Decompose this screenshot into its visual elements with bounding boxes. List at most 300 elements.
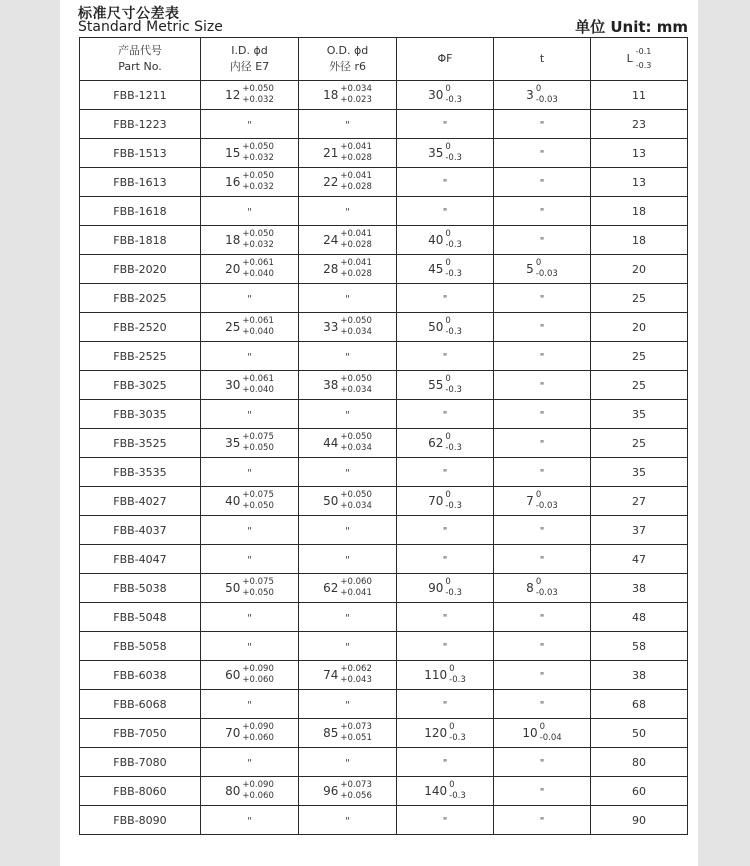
outer-diameter-cell bbox=[299, 806, 397, 835]
thickness-cell bbox=[494, 110, 591, 139]
tolerance-upper: +0.073 bbox=[340, 722, 372, 732]
ditto-mark: " bbox=[247, 525, 252, 537]
header-od-zh: 外径 r6 bbox=[328, 60, 367, 73]
ditto-mark: " bbox=[539, 554, 545, 566]
flange-diameter-cell bbox=[397, 342, 494, 371]
thickness-cell bbox=[494, 139, 591, 168]
ditto-mark: " bbox=[442, 409, 448, 421]
title-english: Standard Metric Size bbox=[78, 19, 223, 35]
part-number-cell: FBB-7080 bbox=[80, 748, 201, 777]
tolerance-lower: -0.3 bbox=[445, 501, 462, 511]
outer-diameter-cell bbox=[299, 632, 397, 661]
tolerance-lower: -0.04 bbox=[539, 733, 562, 743]
ditto-mark: " bbox=[539, 235, 545, 247]
nominal-value: 24 bbox=[323, 233, 339, 247]
nominal-value: 70 bbox=[428, 494, 444, 508]
table-row bbox=[80, 574, 688, 603]
tolerance-upper: +0.050 bbox=[340, 432, 372, 442]
ditto-mark: " bbox=[539, 757, 545, 769]
outer-diameter-cell bbox=[299, 139, 397, 168]
ditto-mark: " bbox=[247, 699, 252, 711]
outer-diameter-cell bbox=[299, 487, 397, 516]
part-number-cell: FBB-4037 bbox=[80, 516, 201, 545]
ditto-mark: " bbox=[539, 177, 545, 189]
ditto-mark: " bbox=[539, 815, 545, 827]
thickness-cell bbox=[494, 690, 591, 719]
tolerance-lower: +0.034 bbox=[340, 385, 372, 395]
flange-diameter-cell bbox=[397, 168, 494, 197]
length-cell: 60 bbox=[591, 777, 688, 806]
inner-diameter-cell bbox=[201, 516, 299, 545]
tolerance-upper: 0 bbox=[445, 490, 451, 500]
tolerance-lower: -0.3 bbox=[445, 327, 462, 337]
outer-diameter-cell bbox=[299, 255, 397, 284]
ditto-mark: " bbox=[247, 119, 252, 131]
length-cell: 25 bbox=[591, 429, 688, 458]
inner-diameter-cell bbox=[201, 429, 299, 458]
table-row bbox=[80, 661, 688, 690]
flange-diameter-cell bbox=[397, 255, 494, 284]
table-row bbox=[80, 110, 688, 139]
thickness-cell bbox=[494, 168, 591, 197]
nominal-value: 90 bbox=[428, 581, 444, 595]
table-row bbox=[80, 313, 688, 342]
nominal-value: 12 bbox=[225, 88, 241, 102]
nominal-value: 62 bbox=[428, 436, 444, 450]
header-id-en: I.D. ϕd bbox=[231, 44, 268, 57]
length-cell: 20 bbox=[591, 313, 688, 342]
nominal-value: 3 bbox=[526, 88, 534, 102]
ditto-mark: " bbox=[442, 815, 448, 827]
ditto-mark: " bbox=[345, 467, 350, 479]
nominal-value: 30 bbox=[225, 378, 241, 392]
ditto-mark: " bbox=[247, 554, 252, 566]
table-row bbox=[80, 603, 688, 632]
part-number-cell: FBB-1223 bbox=[80, 110, 201, 139]
outer-diameter-cell bbox=[299, 777, 397, 806]
nominal-value: 5 bbox=[526, 262, 534, 276]
table-row bbox=[80, 690, 688, 719]
ditto-mark: " bbox=[247, 467, 252, 479]
flange-diameter-cell bbox=[397, 81, 494, 110]
part-number-cell: FBB-3035 bbox=[80, 400, 201, 429]
flange-diameter-cell bbox=[397, 574, 494, 603]
length-cell: 23 bbox=[591, 110, 688, 139]
ditto-mark: " bbox=[442, 467, 448, 479]
flange-diameter-cell bbox=[397, 429, 494, 458]
ditto-mark: " bbox=[247, 293, 252, 305]
inner-diameter-cell bbox=[201, 661, 299, 690]
flange-diameter-cell bbox=[397, 516, 494, 545]
tolerance-upper: +0.073 bbox=[340, 780, 372, 790]
nominal-value: 85 bbox=[323, 726, 339, 740]
tolerance-lower: +0.041 bbox=[340, 588, 372, 598]
tolerance-lower: +0.051 bbox=[340, 733, 372, 743]
table-row bbox=[80, 516, 688, 545]
tolerance-upper: +0.041 bbox=[340, 171, 372, 181]
part-number-cell: FBB-3025 bbox=[80, 371, 201, 400]
tolerance-lower: +0.050 bbox=[242, 588, 274, 598]
nominal-value: 110 bbox=[424, 668, 448, 682]
thickness-cell bbox=[494, 661, 591, 690]
ditto-mark: " bbox=[442, 177, 448, 189]
inner-diameter-cell bbox=[201, 342, 299, 371]
ditto-mark: " bbox=[345, 757, 350, 769]
thickness-cell bbox=[494, 719, 591, 748]
tolerance-upper: 0 bbox=[445, 374, 451, 384]
nominal-value: 74 bbox=[323, 668, 339, 682]
tolerance-lower: +0.040 bbox=[242, 269, 274, 279]
thickness-cell bbox=[494, 197, 591, 226]
tolerance-lower: -0.03 bbox=[535, 588, 558, 598]
nominal-value: 15 bbox=[225, 146, 241, 160]
tolerance-upper: +0.041 bbox=[340, 142, 372, 152]
tolerance-upper: +0.061 bbox=[242, 374, 274, 384]
inner-diameter-cell bbox=[201, 313, 299, 342]
flange-diameter-cell bbox=[397, 661, 494, 690]
table-header-row bbox=[80, 38, 688, 81]
part-number-cell: FBB-2020 bbox=[80, 255, 201, 284]
ditto-mark: " bbox=[442, 351, 448, 363]
tolerance-upper: +0.050 bbox=[242, 171, 274, 181]
outer-diameter-cell bbox=[299, 690, 397, 719]
ditto-mark: " bbox=[247, 641, 252, 653]
ditto-mark: " bbox=[539, 409, 545, 421]
table-row bbox=[80, 545, 688, 574]
part-number-cell: FBB-3535 bbox=[80, 458, 201, 487]
ditto-mark: " bbox=[539, 293, 545, 305]
title-chinese: 标准尺寸公差表 bbox=[78, 6, 180, 22]
header-part-zh: 产品代号 bbox=[118, 44, 162, 57]
tolerance-lower: +0.050 bbox=[242, 443, 274, 453]
ditto-mark: " bbox=[247, 612, 252, 624]
ditto-mark: " bbox=[247, 206, 252, 218]
part-number-cell: FBB-1618 bbox=[80, 197, 201, 226]
tolerance-lower: +0.032 bbox=[242, 182, 274, 192]
header-length-label: L bbox=[626, 52, 633, 65]
part-number-cell: FBB-6068 bbox=[80, 690, 201, 719]
tolerance-upper: +0.050 bbox=[242, 229, 274, 239]
tolerance-lower: +0.050 bbox=[242, 501, 274, 511]
ditto-mark: " bbox=[345, 351, 350, 363]
tolerance-lower: -0.3 bbox=[445, 269, 462, 279]
table-row bbox=[80, 400, 688, 429]
part-number-cell: FBB-2520 bbox=[80, 313, 201, 342]
tolerance-upper: +0.050 bbox=[242, 84, 274, 94]
tolerance-upper: 0 bbox=[535, 577, 542, 587]
ditto-mark: " bbox=[539, 641, 545, 653]
thickness-cell bbox=[494, 342, 591, 371]
tolerance-upper: +0.050 bbox=[340, 490, 372, 500]
flange-diameter-cell bbox=[397, 226, 494, 255]
tolerance-lower: +0.034 bbox=[340, 501, 372, 511]
flange-diameter-cell bbox=[397, 110, 494, 139]
tolerance-upper: +0.090 bbox=[242, 664, 274, 674]
tolerance-lower: -0.3 bbox=[445, 240, 462, 250]
length-cell: 38 bbox=[591, 574, 688, 603]
table-row bbox=[80, 429, 688, 458]
tolerance-lower: -0.03 bbox=[535, 95, 558, 105]
ditto-mark: " bbox=[442, 554, 448, 566]
header-length-tol-upper: -0.1 bbox=[635, 47, 652, 56]
flange-diameter-cell bbox=[397, 371, 494, 400]
tolerance-upper: 0 bbox=[445, 84, 451, 94]
tolerance-upper: +0.041 bbox=[340, 229, 372, 239]
table-row bbox=[80, 458, 688, 487]
nominal-value: 44 bbox=[323, 436, 339, 450]
outer-diameter-cell bbox=[299, 400, 397, 429]
tolerance-upper: 0 bbox=[445, 258, 451, 268]
tolerance-lower: -0.03 bbox=[535, 269, 558, 279]
tolerance-upper: +0.075 bbox=[242, 432, 274, 442]
nominal-value: 18 bbox=[323, 88, 339, 102]
table-row bbox=[80, 226, 688, 255]
tolerance-upper: 0 bbox=[535, 490, 542, 500]
flange-diameter-cell bbox=[397, 197, 494, 226]
inner-diameter-cell bbox=[201, 168, 299, 197]
header-flange-diameter: ΦF bbox=[397, 38, 494, 81]
table-row bbox=[80, 197, 688, 226]
inner-diameter-cell bbox=[201, 748, 299, 777]
part-number-cell: FBB-8090 bbox=[80, 806, 201, 835]
tolerance-upper: +0.050 bbox=[340, 316, 372, 326]
ditto-mark: " bbox=[345, 293, 350, 305]
ditto-mark: " bbox=[247, 409, 252, 421]
ditto-mark: " bbox=[539, 148, 545, 160]
inner-diameter-cell bbox=[201, 197, 299, 226]
nominal-value: 120 bbox=[424, 726, 448, 740]
part-number-cell: FBB-1818 bbox=[80, 226, 201, 255]
tolerance-lower: +0.056 bbox=[340, 791, 372, 801]
table-row bbox=[80, 806, 688, 835]
tolerance-upper: 0 bbox=[449, 722, 455, 732]
tolerance-lower: -0.03 bbox=[535, 501, 558, 511]
thickness-cell bbox=[494, 226, 591, 255]
flange-diameter-cell bbox=[397, 284, 494, 313]
length-cell: 25 bbox=[591, 371, 688, 400]
thickness-cell bbox=[494, 458, 591, 487]
outer-diameter-cell bbox=[299, 516, 397, 545]
part-number-cell: FBB-1513 bbox=[80, 139, 201, 168]
header-thickness: t bbox=[494, 38, 591, 81]
tolerance-upper: +0.090 bbox=[242, 780, 274, 790]
length-cell: 18 bbox=[591, 226, 688, 255]
length-cell: 27 bbox=[591, 487, 688, 516]
part-number-cell: FBB-1613 bbox=[80, 168, 201, 197]
nominal-value: 70 bbox=[225, 726, 241, 740]
nominal-value: 55 bbox=[428, 378, 444, 392]
tolerance-upper: +0.050 bbox=[340, 374, 372, 384]
inner-diameter-cell bbox=[201, 719, 299, 748]
outer-diameter-cell bbox=[299, 458, 397, 487]
length-cell: 18 bbox=[591, 197, 688, 226]
ditto-mark: " bbox=[442, 119, 448, 131]
tolerance-upper: 0 bbox=[449, 780, 455, 790]
tolerance-lower: +0.034 bbox=[340, 327, 372, 337]
table-row bbox=[80, 487, 688, 516]
part-number-cell: FBB-2025 bbox=[80, 284, 201, 313]
header-id-zh: 内径 E7 bbox=[229, 60, 270, 73]
tolerance-lower: -0.3 bbox=[449, 733, 466, 743]
tolerance-upper: 0 bbox=[445, 142, 451, 152]
part-number-cell: FBB-4027 bbox=[80, 487, 201, 516]
thickness-cell bbox=[494, 603, 591, 632]
inner-diameter-cell bbox=[201, 284, 299, 313]
tolerance-lower: +0.060 bbox=[242, 733, 274, 743]
inner-diameter-cell bbox=[201, 226, 299, 255]
ditto-mark: " bbox=[539, 467, 545, 479]
table-row bbox=[80, 139, 688, 168]
flange-diameter-cell bbox=[397, 603, 494, 632]
inner-diameter-cell bbox=[201, 400, 299, 429]
table-row bbox=[80, 748, 688, 777]
tolerance-lower: -0.3 bbox=[445, 443, 462, 453]
outer-diameter-cell bbox=[299, 81, 397, 110]
thickness-cell bbox=[494, 748, 591, 777]
ditto-mark: " bbox=[539, 525, 545, 537]
nominal-value: 96 bbox=[323, 784, 339, 798]
tolerance-lower: +0.040 bbox=[242, 327, 274, 337]
ditto-mark: " bbox=[539, 438, 545, 450]
nominal-value: 62 bbox=[323, 581, 339, 595]
nominal-value: 50 bbox=[428, 320, 444, 334]
length-cell: 48 bbox=[591, 603, 688, 632]
tolerance-upper: +0.060 bbox=[340, 577, 372, 587]
tolerance-lower: +0.028 bbox=[340, 269, 372, 279]
nominal-value: 40 bbox=[428, 233, 444, 247]
length-cell: 58 bbox=[591, 632, 688, 661]
nominal-value: 30 bbox=[428, 88, 444, 102]
table-row bbox=[80, 371, 688, 400]
tolerance-lower: +0.028 bbox=[340, 240, 372, 250]
tolerance-upper: 0 bbox=[445, 229, 451, 239]
outer-diameter-cell bbox=[299, 110, 397, 139]
inner-diameter-cell bbox=[201, 139, 299, 168]
table-row bbox=[80, 255, 688, 284]
length-cell: 25 bbox=[591, 342, 688, 371]
tolerance-upper: +0.041 bbox=[340, 258, 372, 268]
nominal-value: 40 bbox=[225, 494, 241, 508]
nominal-value: 20 bbox=[225, 262, 241, 276]
nominal-value: 18 bbox=[225, 233, 241, 247]
length-cell: 38 bbox=[591, 661, 688, 690]
inner-diameter-cell bbox=[201, 487, 299, 516]
ditto-mark: " bbox=[345, 815, 350, 827]
ditto-mark: " bbox=[442, 293, 448, 305]
header-part-no bbox=[80, 38, 201, 81]
inner-diameter-cell bbox=[201, 255, 299, 284]
outer-diameter-cell bbox=[299, 719, 397, 748]
tolerance-upper: 0 bbox=[535, 84, 542, 94]
part-number-cell: FBB-6038 bbox=[80, 661, 201, 690]
tolerance-lower: +0.023 bbox=[340, 95, 372, 105]
nominal-value: 60 bbox=[225, 668, 241, 682]
length-cell: 11 bbox=[591, 81, 688, 110]
tolerance-lower: -0.3 bbox=[445, 588, 462, 598]
length-cell: 35 bbox=[591, 400, 688, 429]
nominal-value: 45 bbox=[428, 262, 444, 276]
outer-diameter-cell bbox=[299, 226, 397, 255]
thickness-cell bbox=[494, 574, 591, 603]
ditto-mark: " bbox=[345, 525, 350, 537]
ditto-mark: " bbox=[539, 612, 545, 624]
tolerance-lower: +0.032 bbox=[242, 240, 274, 250]
inner-diameter-cell bbox=[201, 545, 299, 574]
part-number-cell: FBB-2525 bbox=[80, 342, 201, 371]
ditto-mark: " bbox=[345, 554, 350, 566]
tolerance-upper: 0 bbox=[445, 577, 451, 587]
table-row bbox=[80, 284, 688, 313]
outer-diameter-cell bbox=[299, 748, 397, 777]
tolerance-lower: -0.3 bbox=[449, 675, 466, 685]
ditto-mark: " bbox=[345, 119, 350, 131]
thickness-cell bbox=[494, 400, 591, 429]
ditto-mark: " bbox=[539, 699, 545, 711]
ditto-mark: " bbox=[442, 525, 448, 537]
table-row bbox=[80, 168, 688, 197]
thickness-cell bbox=[494, 284, 591, 313]
tolerance-lower: -0.3 bbox=[449, 791, 466, 801]
thickness-cell bbox=[494, 313, 591, 342]
tolerance-upper: 0 bbox=[445, 316, 451, 326]
outer-diameter-cell bbox=[299, 574, 397, 603]
flange-diameter-cell bbox=[397, 806, 494, 835]
length-cell: 90 bbox=[591, 806, 688, 835]
outer-diameter-cell bbox=[299, 342, 397, 371]
table-row bbox=[80, 632, 688, 661]
tolerance-upper: 0 bbox=[539, 722, 546, 732]
thickness-cell bbox=[494, 371, 591, 400]
part-number-cell: FBB-7050 bbox=[80, 719, 201, 748]
part-number-cell: FBB-8060 bbox=[80, 777, 201, 806]
ditto-mark: " bbox=[247, 815, 252, 827]
thickness-cell bbox=[494, 632, 591, 661]
nominal-value: 16 bbox=[225, 175, 241, 189]
flange-diameter-cell bbox=[397, 719, 494, 748]
inner-diameter-cell bbox=[201, 806, 299, 835]
nominal-value: 21 bbox=[323, 146, 339, 160]
tolerance-lower: -0.3 bbox=[445, 385, 462, 395]
thickness-cell bbox=[494, 777, 591, 806]
outer-diameter-cell bbox=[299, 603, 397, 632]
part-number-cell: FBB-5058 bbox=[80, 632, 201, 661]
length-cell: 37 bbox=[591, 516, 688, 545]
inner-diameter-cell bbox=[201, 81, 299, 110]
tolerance-upper: 0 bbox=[535, 258, 542, 268]
flange-diameter-cell bbox=[397, 458, 494, 487]
ditto-mark: " bbox=[247, 351, 252, 363]
outer-diameter-cell bbox=[299, 545, 397, 574]
tolerance-lower: +0.060 bbox=[242, 791, 274, 801]
flange-diameter-cell bbox=[397, 632, 494, 661]
inner-diameter-cell bbox=[201, 777, 299, 806]
ditto-mark: " bbox=[345, 641, 350, 653]
flange-diameter-cell bbox=[397, 777, 494, 806]
nominal-value: 22 bbox=[323, 175, 339, 189]
size-tolerance-table bbox=[79, 37, 688, 835]
outer-diameter-cell bbox=[299, 429, 397, 458]
flange-diameter-cell bbox=[397, 400, 494, 429]
ditto-mark: " bbox=[539, 351, 545, 363]
inner-diameter-cell bbox=[201, 574, 299, 603]
header-length-tol-lower: -0.3 bbox=[635, 61, 652, 70]
length-cell: 80 bbox=[591, 748, 688, 777]
inner-diameter-cell bbox=[201, 603, 299, 632]
ditto-mark: " bbox=[539, 786, 545, 798]
length-cell: 50 bbox=[591, 719, 688, 748]
ditto-mark: " bbox=[539, 670, 545, 682]
flange-diameter-cell bbox=[397, 139, 494, 168]
